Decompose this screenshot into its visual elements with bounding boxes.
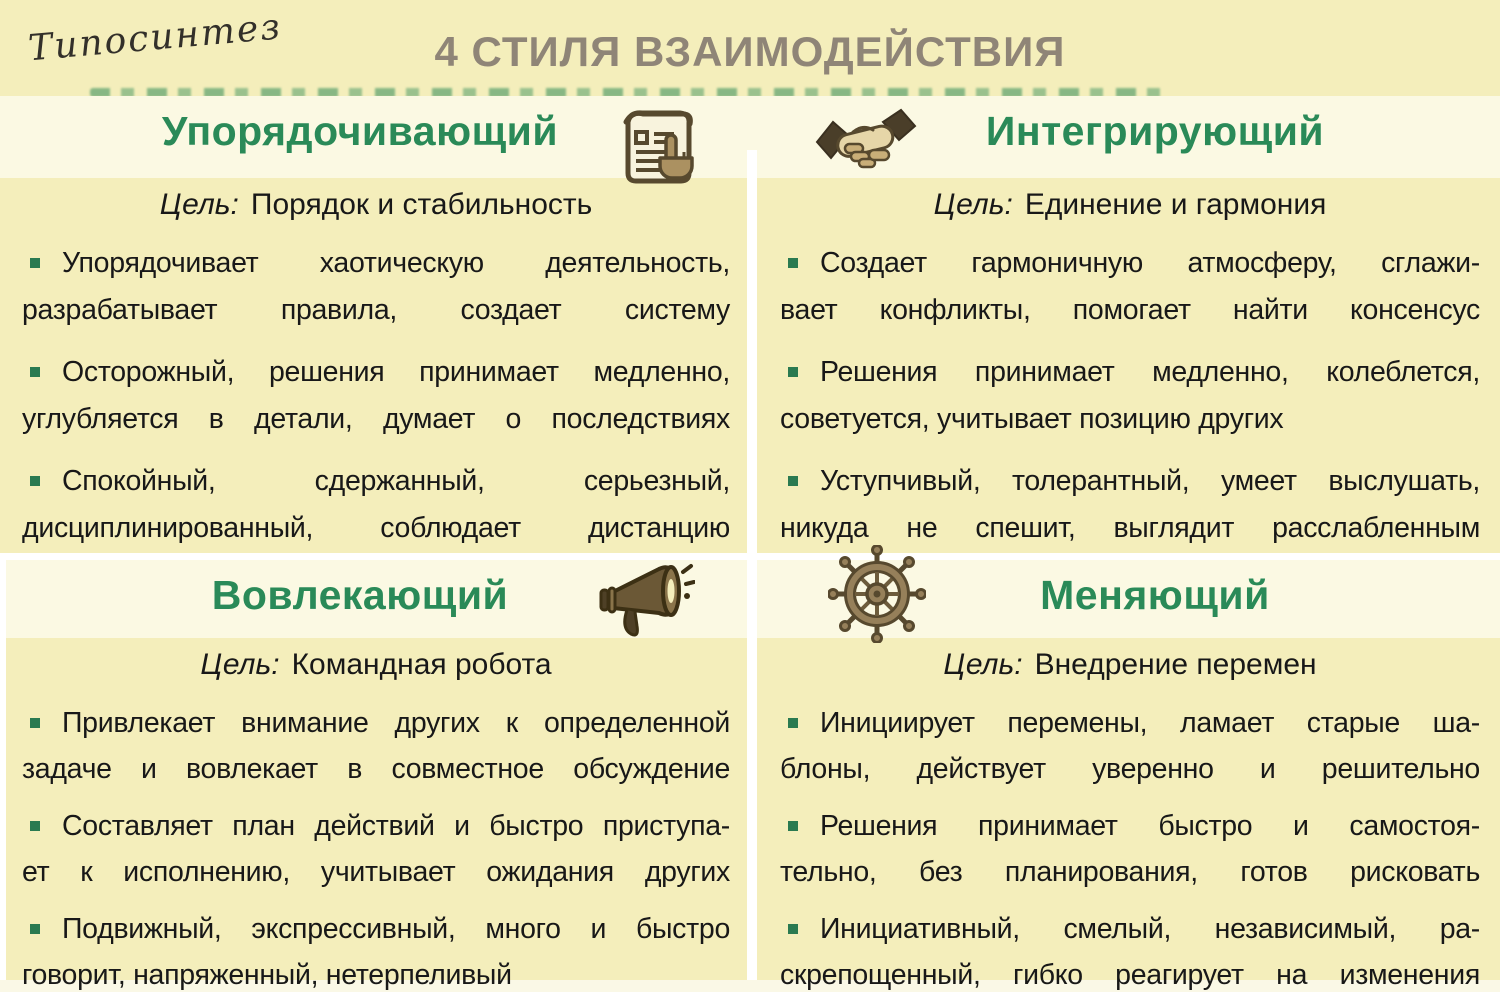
bullet-line: ет к исполнению, учитывает ожидания других (22, 856, 730, 888)
goal-line (22, 186, 730, 224)
list-item (780, 906, 1480, 992)
goal-label: Цель: (159, 188, 239, 221)
goal-text: Внедрение перемен (1034, 648, 1317, 681)
list-item (22, 803, 730, 895)
bullet-line: вает конфликты, помогает найти консенсус (780, 294, 1480, 326)
goal-text: Порядок и стабильность (250, 188, 593, 221)
list-item (22, 240, 730, 334)
bullet-square-icon (788, 821, 798, 831)
quadrant-changing-body (780, 642, 1480, 992)
bullet-square-icon (30, 367, 40, 377)
bullet-line: Составляет план действий и быстро приступа- (62, 810, 730, 842)
bullet-square-icon (788, 258, 798, 268)
bullet-square-icon (788, 476, 798, 486)
goal-line (22, 646, 730, 684)
bullet-line: советуется, учитывает позицию других (780, 403, 1284, 435)
quadrant-title-engaging: Вовлекающий (211, 572, 509, 618)
bullet-line: Решения принимает быстро и самостоя- (820, 810, 1480, 842)
bullet-line: углубляется в детали, думает о последствиях (22, 403, 730, 435)
goal-line (780, 646, 1480, 684)
bullet-square-icon (30, 258, 40, 268)
list-item (780, 349, 1480, 443)
bullet-line: Подвижный, экспрессивный, много и быстро (62, 913, 730, 945)
bullet-line: Создает гармоничную атмосферу, сглажи- (820, 247, 1480, 279)
bullet-line: Решения принимает медленно, колеблется, (820, 356, 1480, 388)
bullet-line: дисциплинированный, соблюдает дистанцию (22, 512, 730, 544)
goal-line (780, 186, 1480, 224)
bullet-square-icon (30, 718, 40, 728)
handshake-icon (815, 106, 917, 174)
brand-logo: Типосинтез (26, 6, 284, 70)
bullet-square-icon (30, 821, 40, 831)
bullet-line: блоны, действует уверенно и решительно (780, 753, 1480, 785)
bullet-line: никуда не спешит, выглядит расслабленным (780, 512, 1480, 544)
bullet-line: Осторожный, решения принимает медленно, (62, 356, 730, 388)
list-item (780, 700, 1480, 792)
list-item (22, 700, 730, 792)
list-item (780, 803, 1480, 895)
bullet-line: Спокойный, сдержанный, серьезный, (62, 465, 730, 497)
list-item (22, 458, 730, 552)
bullet-line: скрепощенный, гибко реагирует на изменения (780, 959, 1480, 991)
bullet-square-icon (30, 924, 40, 934)
bullet-line: Инициирует перемены, ламает старые ша- (820, 707, 1480, 739)
bullet-line: Уступчивый, толерантный, умеет выслушать, (820, 465, 1480, 497)
left-edge-strip (0, 556, 6, 992)
page-title: 4 СТИЛЯ ВЗАИМОДЕЙСТВИЯ (434, 28, 1066, 75)
bullet-line: задаче и вовлекает в совместное обсуждение (22, 753, 730, 785)
list-item (22, 906, 730, 992)
bullet-line: тельно, без планирования, готов рисковать (780, 856, 1480, 888)
bullet-square-icon (788, 924, 798, 934)
quadrant-integrating-body (780, 182, 1480, 567)
goal-text: Командная робота (291, 648, 552, 681)
bullet-square-icon (788, 718, 798, 728)
quadrant-title-ordering: Упорядочивающий (161, 108, 559, 154)
bullet-square-icon (30, 476, 40, 486)
quadrant-engaging-body (22, 642, 730, 992)
quadrant-title-changing: Меняющий (1040, 572, 1270, 618)
list-item (780, 458, 1480, 552)
bullet-line: говорит, напряженный, нетерпеливый (22, 959, 512, 991)
goal-label: Цель: (200, 648, 280, 681)
bullet-line: Упорядочивает хаотическую деятельность, (62, 247, 730, 279)
list-item (22, 349, 730, 443)
vertical-divider (747, 150, 757, 992)
goal-label: Цель: (943, 648, 1023, 681)
list-item (780, 240, 1480, 334)
document-checklist-hand-icon (610, 102, 702, 190)
bullet-line: разрабатывает правила, создает систему (22, 294, 730, 326)
goal-text: Единение и гармония (1024, 188, 1327, 221)
quadrant-title-integrating: Интегрирующий (985, 108, 1325, 154)
bullet-line: Привлекает внимание других к определенной (62, 707, 730, 739)
goal-label: Цель: (933, 188, 1013, 221)
megaphone-icon (583, 558, 695, 642)
bullet-line: Инициативный, смелый, независимый, ра- (820, 913, 1480, 945)
bullet-square-icon (788, 367, 798, 377)
quadrant-ordering-body (22, 182, 730, 567)
